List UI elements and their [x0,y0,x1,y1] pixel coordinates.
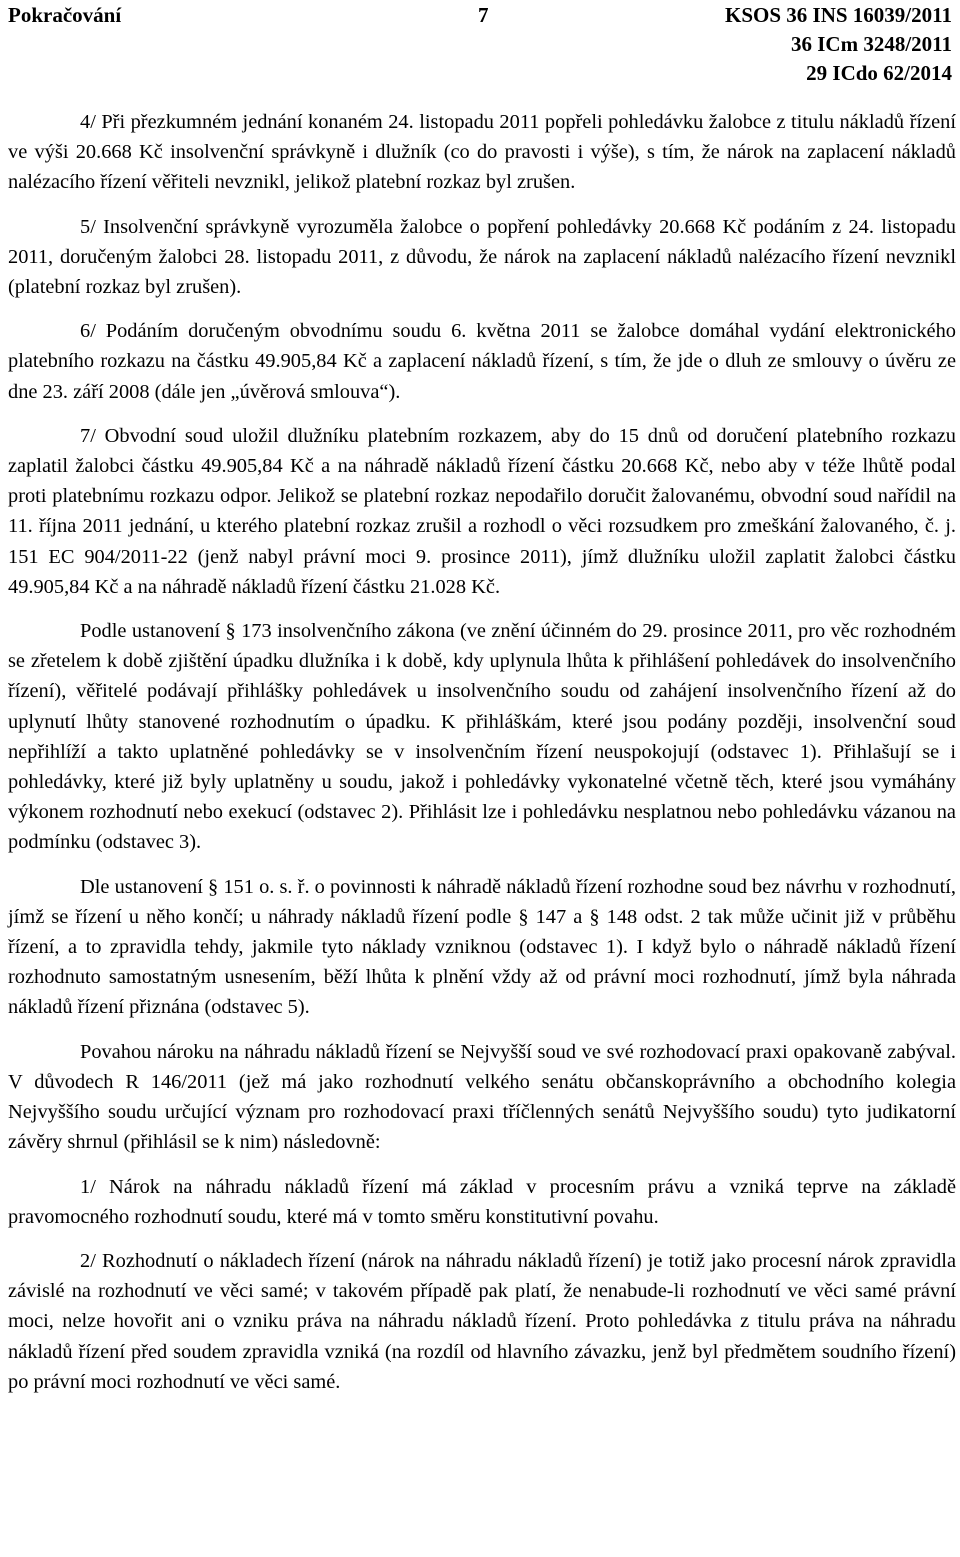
page-number: 7 [478,3,489,27]
paragraph-point-2: 2/ Rozhodnutí o nákladech řízení (nárok na náhradu nákladů řízení) je totiž jako procesní nárok zpravidla závislé na rozhodnutí ve věci samé; v takovém případě pak platí, že nenabude-li rozhodnutí ve věci samé právní moci, nelze hovořit ani o vzniku práva na náhradu nákladů řízení. Proto pohledávka z titulu práva na náhradu nákladů řízení před soudem zpravidla vzniká (na rozdíl od hlavního závazku, jenž byl předmětem soudního řízení) po právní moci rozhodnutí ve věci samé. [8,1249,956,1393]
paragraph-point-1: 1/ Nárok na náhradu nákladů řízení má základ v procesním právu a vzniká teprve na základě pravomocného rozhodnutí soudu, které má v tomto směru konstitutivní povahu. [8,1175,956,1228]
paragraph-5: 5/ Insolvenční správkyně vyrozuměla žalobce o popření pohledávky 20.668 Kč podáním z 24. listopadu 2011, doručeným žalobci 28. listopadu 2011, z důvodu, že nárok na zaplacení nákladů nalézacího řízení nevznikl (platební rozkaz byl zrušen). [8,215,956,299]
document-page [8,0,956,1393]
case-ref: 36 ICm 3248/2011 [790,32,952,56]
paragraph-4: 4/ Při přezkumném jednání konaném 24. listopadu 2011 popřeli pohledávku žalobce z titulu nákladů řízení ve výši 20.668 Kč insolvenční správkyně i dlužník (co do pravosti i výše), s tím, že nárok na zaplacení nákladů nalézacího řízení věřiteli nevznikl, jelikož platební rozkaz byl zrušen. [8,111,956,194]
case-references [725,1,952,88]
continuation-label: Pokračování [8,3,122,27]
page-header [8,0,956,96]
paragraph-statute-151: Dle ustanovení § 151 o. s. ř. o povinnosti k náhradě nákladů řízení rozhodne soud bez návrhu v rozhodnutí, jímž se řízení u něho končí; u náhrady nákladů řízení podle § 147 a § 148 odst. 2 tak může učinit již v průběhu řízení, a to zpravidla tehdy, jakmile tyto náklady vzniknou (odstavec 1). I když bylo o náhradě nákladů řízení rozhodnuto samostatným usnesením, běží lhůta k plnění vždy až od právní moci rozhodnutí, jímž byla náhrada nákladů řízení přiznána (odstavec 5). [8,875,956,1019]
paragraph-statute-173: Podle ustanovení § 173 insolvenčního zákona (ve znění účinném do 29. prosince 2011, pro věc rozhodném se zřetelem k době zjištění úpadku dlužníka i k době, kdy uplynula lhůta k přihlášení pohledávek do insolvenčního řízení), věřitelé podávají přihlášky pohledávek u insolvenčního soudu od zahájení insolvenčního řízení až do uplynutí lhůty stanovené rozhodnutím o úpadku. K přihláškám, které jsou podány později, insolvenční soud nepřihlíží a takto uplatněné pohledávky se v insolvenčním řízení neuspokojují (odstavec 1). Přihlašují se i pohledávky, které již byly uplatněny u soudu, jakož i pohledávky vykonatelné včetně těch, které jsou vymáhány výkonem rozhodnutí nebo exekucí (odstavec 2). Přihlásit lze i pohledávku nesplatnou nebo pohledávku vázanou na podmínku (odstavec 3). [8,620,956,854]
case-ref: KSOS 36 INS 16039/2011 [725,3,952,27]
paragraph-7: 7/ Obvodní soud uložil dlužníku platebním rozkazem, aby do 15 dnů od doručení platebního rozkazu zaplatil žalobci částku 49.905,84 Kč a na náhradě nákladů řízení částku 20.668 Kč, nebo aby v téže lhůtě podal proti platebnímu rozkazu odpor. Jelikož se platební rozkaz nepodařilo doručit žalovanému, obvodní soud nařídil na 11. října 2011 jednání, u kterého platební rozkaz zrušil a rozhodl o věci rozsudkem pro zmeškání žalovaného, č. j. 151 EC 904/2011-22 (jenž nabyl právní moci 9. prosince 2011), jímž dlužníku uložil zaplatit žalobci částku 49.905,84 Kč a na náhradě nákladů řízení částku 21.028 Kč. [8,424,956,598]
paragraph-case-law: Povahou nároku na náhradu nákladů řízení se Nejvyšší soud ve své rozhodovací praxi opakovaně zabýval. V důvodech R 146/2011 (jež má jako rozhodnutí velkého senátu občanskoprávního a obchodního kolegia Nejvyššího soudu určující význam pro rozhodovací praxi tříčlenných senátů Nejvyššího soudu) tyto judikatorní závěry shrnul (přihlásil se k nim) následovně: [8,1040,956,1154]
case-ref: 29 ICdo 62/2014 [806,61,952,85]
document-body [8,107,956,1411]
paragraph-6: 6/ Podáním doručeným obvodnímu soudu 6. května 2011 se žalobce domáhal vydání elektronického platebního rozkazu na částku 49.905,84 Kč a zaplacení nákladů řízení, s tím, že jde o dluh ze smlouvy o úvěru ze dne 23. září 2008 (dále jen „úvěrová smlouva“). [8,320,956,403]
